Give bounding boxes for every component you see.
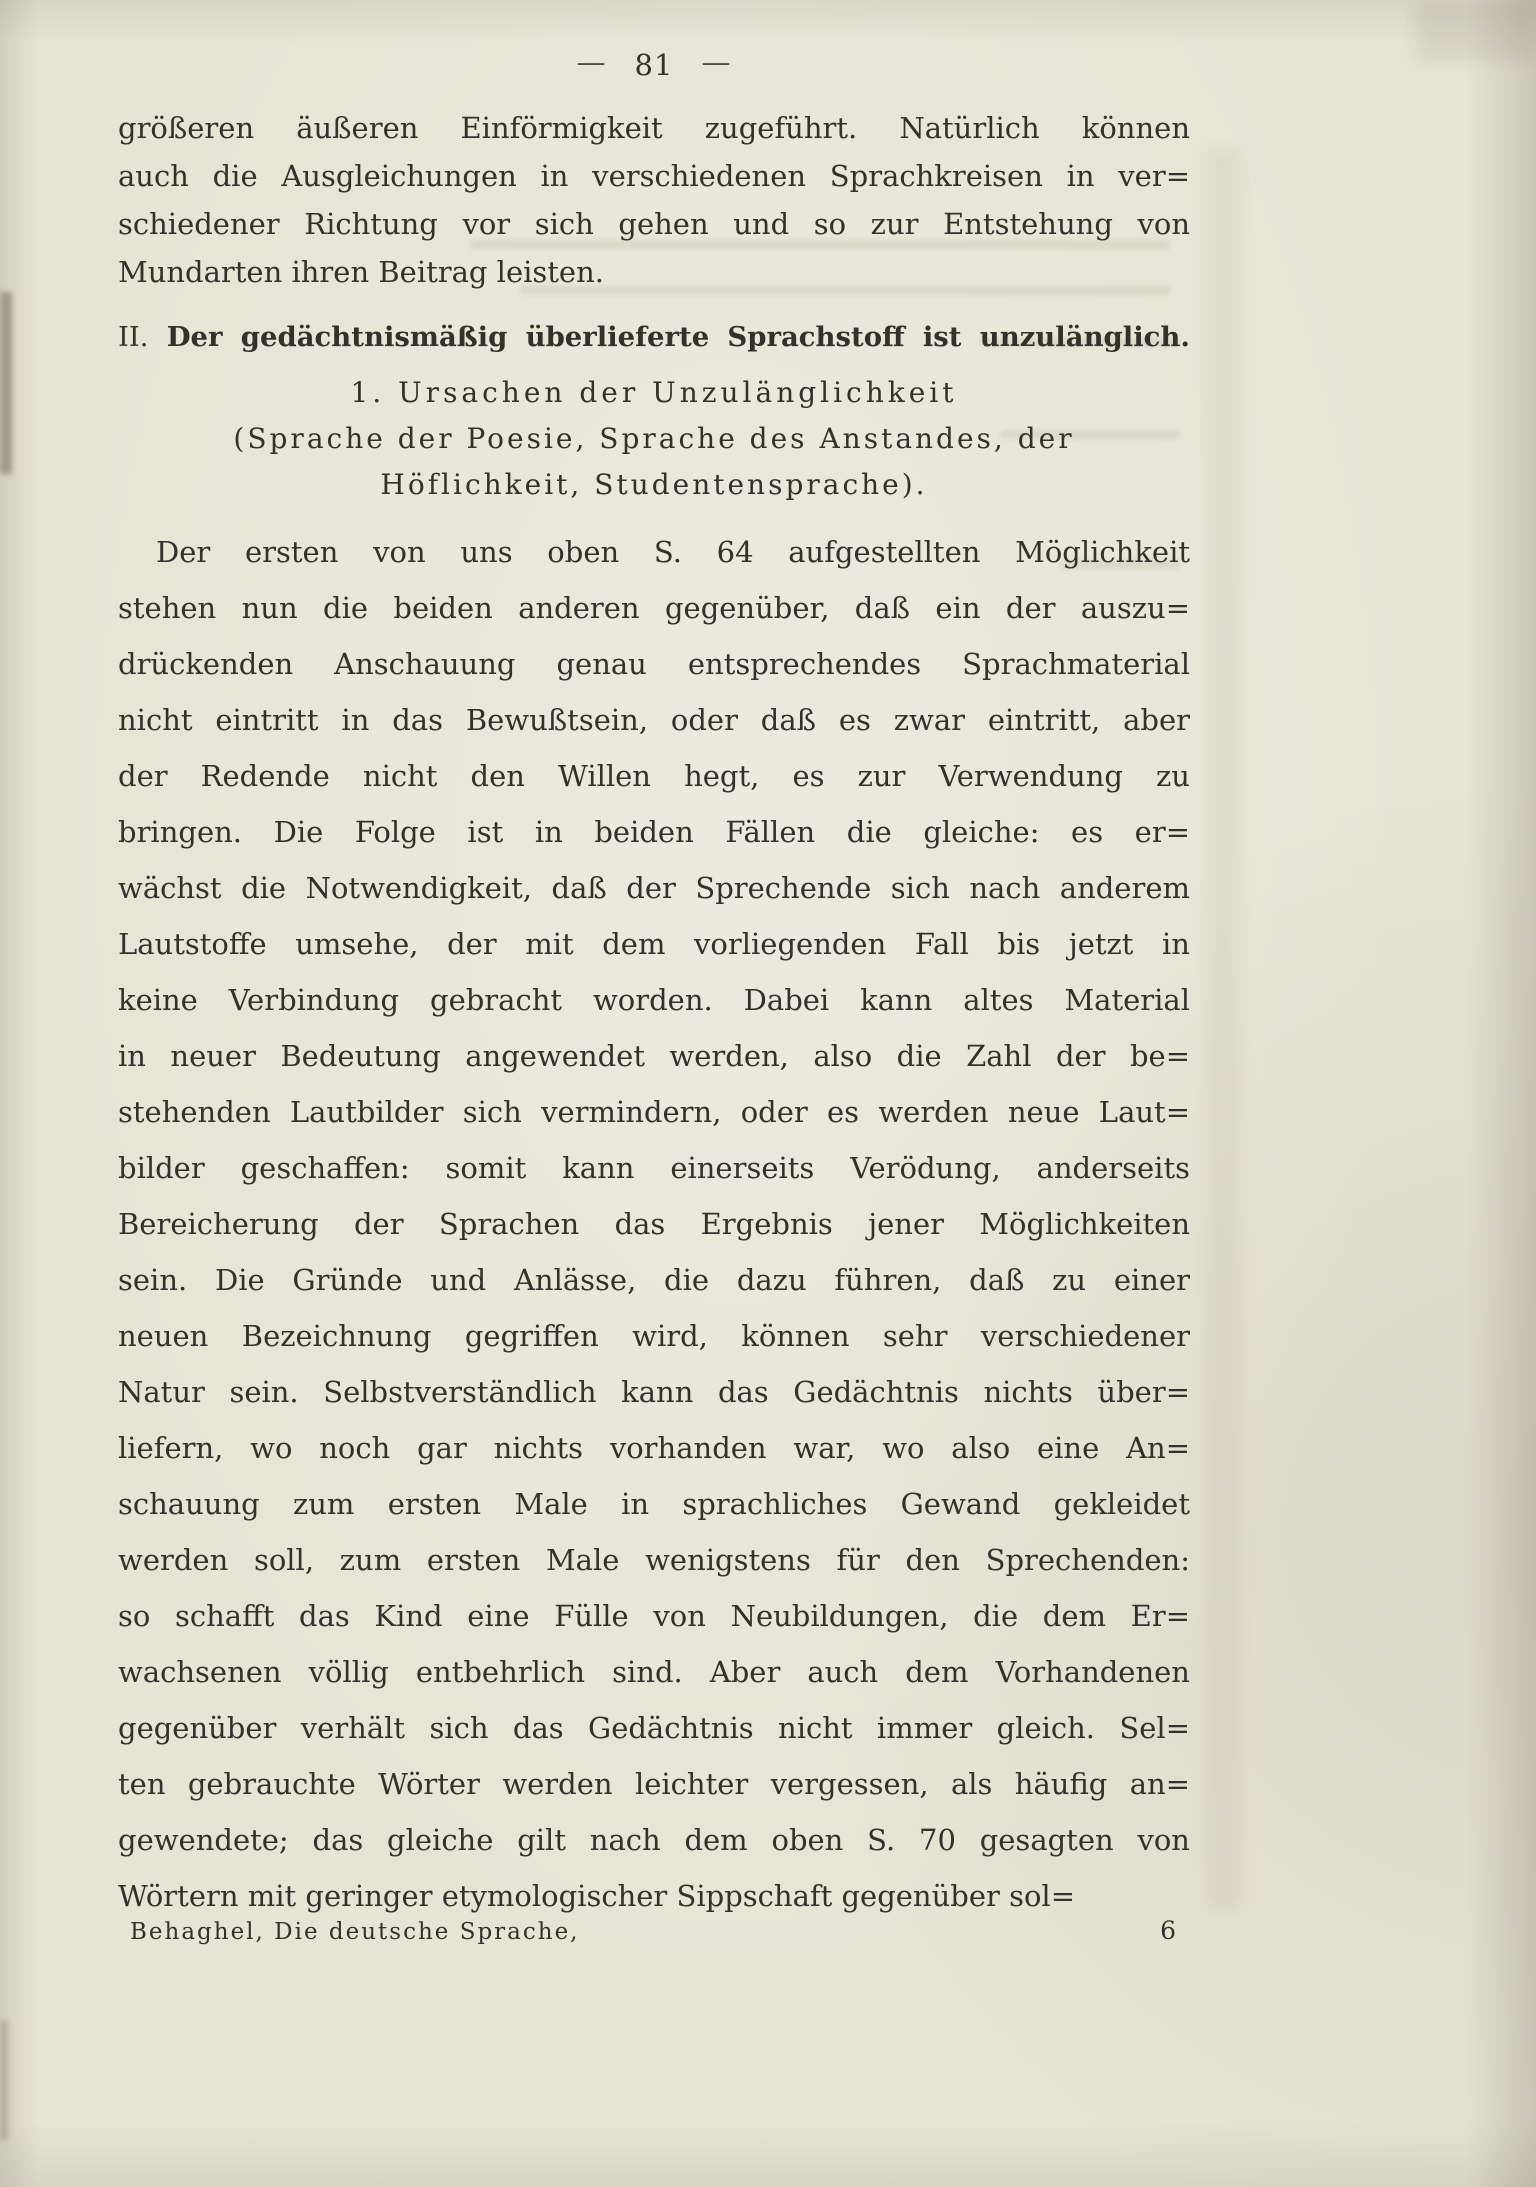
text-column [118,44,1190,1924]
text-line: Der ersten von uns oben S. 64 aufgestellten Möglichkeit [156,535,1190,569]
text-line: wächst die Notwendigkeit, daß der Sprechende sich nach anderem [118,871,1190,905]
text-line: (Sprache der Poesie, Sprache des Anstandes, der [233,422,1075,455]
subsection-heading-parenthetical [118,416,1190,508]
text-line: bilder geschaffen: somit kann einerseits Verödung, anderseits [118,1151,1190,1185]
subsection-heading: 1. Ursachen der Unzulänglichkeit [350,376,958,409]
text-line: auch die Ausgleichungen in verschiedenen Sprachkreisen in ver= [118,159,1190,193]
text-line: in neuer Bedeutung angewendet werden, also die Zahl der be= [118,1039,1190,1073]
text-line: drückenden Anschauung genau entsprechendes Sprachmaterial [118,647,1190,681]
scan-artifact-left-edge [0,292,12,474]
text-line: stehenden Lautbilder sich vermindern, oder es werden neue Laut= [118,1095,1190,1129]
paragraph-main [118,524,1190,1924]
text-line: Höflichkeit, Studentensprache). [380,468,928,501]
scan-artifact-left-edge-lower [0,2020,8,2140]
text-line: neuen Bezeichnung gegriffen wird, können sehr verschiedener [118,1319,1190,1353]
text-line: so schafft das Kind eine Fülle von Neubildungen, die dem Er= [118,1599,1190,1633]
paragraph-intro [118,104,1190,296]
footer-sheet-number: 6 [1160,1916,1176,1945]
text-line: schauung zum ersten Male in sprachliches Gewand gekleidet [118,1487,1190,1521]
text-line: größeren äußeren Einförmigkeit zugeführt. Natürlich können [118,111,1190,145]
page-number: 81 [634,48,674,82]
text-line: Wörtern mit geringer etymologischer Sippschaft gegenüber sol= [118,1879,1075,1913]
header-left-dash: — [576,45,607,79]
text-line: stehen nun die beiden anderen gegenüber, daß ein der auszu= [118,591,1190,625]
page-footer [130,1916,1176,1945]
section-heading-text: Der gedächtnismäßig überlieferte Sprachstoff ist unzulänglich. [166,321,1190,353]
text-line: sein. Die Gründe und Anlässe, die dazu führen, daß zu einer [118,1263,1190,1297]
text-line: keine Verbindung gebracht worden. Dabei kann altes Material [118,983,1190,1017]
scan-artifact-right-strip [1206,150,1240,1910]
text-line: gewendete; das gleiche gilt nach dem oben S. 70 gesagten von [118,1823,1190,1857]
text-line: werden soll, zum ersten Male wenigstens für den Sprechenden: [118,1543,1190,1577]
section-heading [118,314,1190,360]
text-line: Lautstoffe umsehe, der mit dem vorliegenden Fall bis jetzt in [118,927,1190,961]
text-line: schiedener Richtung vor sich gehen und so zur Entstehung von [118,207,1190,241]
text-line: nicht eintritt in das Bewußtsein, oder daß es zwar eintritt, aber [118,703,1190,737]
text-line: Mundarten ihren Beitrag leisten. [118,255,604,289]
text-line: liefern, wo noch gar nichts vorhanden war, wo also eine An= [118,1431,1190,1465]
text-line: wachsenen völlig entbehrlich sind. Aber auch dem Vorhandenen [118,1655,1190,1689]
header-right-dash: — [701,45,732,79]
section-heading-numeral: II. [118,321,149,353]
text-line: der Redende nicht den Willen hegt, es zur Verwendung zu [118,759,1190,793]
page-header [118,44,1190,86]
footer-signature: Behaghel, Die deutsche Sprache, [130,1919,580,1945]
scan-artifact-top-right-corner [1416,0,1536,60]
text-line: bringen. Die Folge ist in beiden Fällen die gleiche: es er= [118,815,1190,849]
text-line: Bereicherung der Sprachen das Ergebnis jener Möglichkeiten [118,1207,1190,1241]
text-line: gegenüber verhält sich das Gedächtnis nicht immer gleich. Sel= [118,1711,1190,1745]
text-line: ten gebrauchte Wörter werden leichter vergessen, als häufig an= [118,1767,1190,1801]
text-line: Natur sein. Selbstverständlich kann das Gedächtnis nichts über= [118,1375,1190,1409]
